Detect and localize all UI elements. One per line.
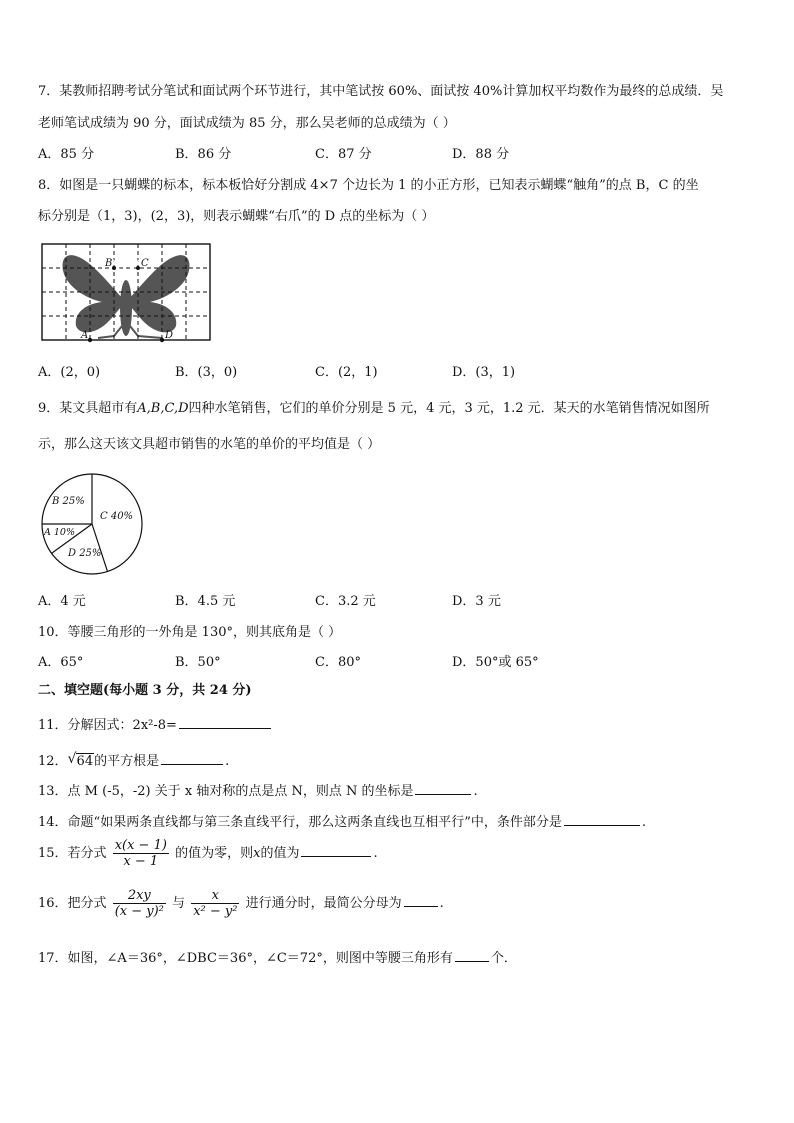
q17-end: 个． — [490, 951, 517, 966]
q9-line-2: 示，那么这天该文具超市销售的水笔的单价的平均值是（ ） — [38, 437, 381, 452]
q15-prefix: 15．若分式 — [38, 846, 107, 861]
q9-suffix: 四种水笔销售，它们的单价分别是 5 元，4 元，3 元，1.2 元．某天的水笔销售情况如图所 — [188, 401, 710, 416]
q14-answer-blank[interactable] — [564, 811, 640, 826]
q15-middle: 的值为零，则 — [175, 846, 254, 861]
q9-vars: A,B,C,D — [137, 401, 189, 416]
q16-line — [38, 888, 444, 928]
q12-prefix: 12． — [38, 754, 68, 769]
q8-option-c: C．(2，1) — [315, 365, 378, 380]
q12-answer-blank[interactable] — [161, 750, 223, 765]
pie-chart-figure — [38, 468, 148, 580]
q13-text: 13．点 M (-5，-2) 关于 x 轴对称的点是点 N，则点 N 的坐标是 — [38, 784, 414, 799]
sqrt-icon: √ — [67, 751, 77, 767]
point-d — [160, 338, 164, 342]
q17-text: 17．如图，∠A＝36°，∠DBC＝36°，∠C＝72°，则图中等腰三角形有 — [38, 951, 453, 966]
q16-denominator-2: x² − y² — [193, 904, 238, 919]
q10-option-a: A．65° — [38, 655, 84, 670]
q12-sqrt — [68, 753, 95, 771]
q7-line-1: 7．某教师招聘考试分笔试和面试两个环节进行，其中笔试按 60%、面试按 40%计算加权平均数作为最终的总成绩．吴 — [38, 84, 724, 99]
q7-option-b: B．86 分 — [175, 147, 232, 162]
q10-option-c: C．80° — [315, 655, 361, 670]
q10-options — [38, 654, 758, 672]
q8-line-2: 标分别是（1，3)，(2，3)，则表示蝴蝶“右爪”的 D 点的坐标为（ ） — [38, 209, 435, 224]
q16-numerator-2: x — [191, 888, 239, 904]
q16-fraction-2 — [191, 888, 239, 919]
q8-options — [38, 364, 758, 382]
section-2-title: 二、填空题(每小题 3 分，共 24 分) — [38, 683, 252, 698]
pie-label-a: A 10% — [44, 527, 75, 538]
q13-answer-blank[interactable] — [415, 780, 471, 795]
q7-option-c: C．87 分 — [315, 147, 372, 162]
q9-line-1 — [38, 400, 710, 418]
q9-options — [38, 593, 758, 611]
q12-end: . — [225, 754, 230, 769]
q10-line-1: 10．等腰三角形的一外角是 130°，则其底角是（ ） — [38, 625, 342, 640]
q15-denominator: x − 1 — [123, 854, 159, 869]
q15-numerator: x(x − 1) — [114, 838, 167, 853]
q9-option-b: B．4.5 元 — [175, 594, 236, 609]
q15-end: . — [373, 846, 378, 861]
q12-radicand: 64 — [76, 754, 94, 769]
pie-label-b: B 25% — [52, 496, 85, 507]
q11-line — [38, 714, 273, 735]
q11-answer-blank[interactable] — [179, 714, 271, 729]
q8-option-d: D．(3，1) — [452, 365, 516, 380]
point-b — [112, 266, 116, 270]
q16-suffix: 进行通分时，最简公分母为 — [245, 896, 402, 911]
q8-option-a: A．(2，0) — [38, 365, 101, 380]
q16-fraction-1 — [113, 888, 166, 919]
q16-denominator-1: (x − y)² — [114, 904, 164, 919]
q12-suffix: 的平方根是 — [94, 754, 160, 769]
q9-option-c: C．3.2 元 — [315, 594, 376, 609]
q16-mid: 与 — [172, 896, 186, 911]
q15-answer-blank[interactable] — [301, 842, 371, 857]
q14-end: . — [641, 815, 646, 830]
q17-answer-blank[interactable] — [455, 947, 489, 962]
q14-line — [38, 811, 646, 832]
q16-prefix: 16．把分式 — [38, 896, 107, 911]
q10-option-b: B．50° — [175, 655, 221, 670]
q11-text: 11．分解因式：2x²-8= — [38, 718, 177, 733]
q17-line — [38, 947, 517, 968]
pie-label-c: C 40% — [100, 511, 134, 522]
q15-fraction — [113, 838, 169, 869]
q15-line — [38, 838, 378, 874]
q9-prefix: 9．某文具超市有 — [38, 401, 138, 416]
q7-option-d: D．88 分 — [452, 147, 510, 162]
q16-end: . — [439, 896, 444, 911]
butterfly-grid-figure — [38, 240, 218, 346]
q15-var: x — [253, 846, 261, 861]
q12-line — [38, 750, 229, 771]
q7-line-2: 老师笔试成绩为 90 分，面试成绩为 85 分，那么吴老师的总成绩为（ ） — [38, 116, 456, 131]
q16-answer-blank[interactable] — [404, 892, 438, 907]
q9-option-a: A．4 元 — [38, 594, 86, 609]
point-a — [88, 338, 92, 342]
q8-option-b: B．(3，0) — [175, 365, 238, 380]
q15-suffix: 的值为 — [260, 846, 300, 861]
q14-text: 14．命题“如果两条直线都与第三条直线平行，那么这两条直线也互相平行”中，条件部分是 — [38, 815, 562, 830]
q13-line — [38, 780, 478, 801]
pie-label-d: D 25% — [68, 548, 102, 559]
point-c — [136, 266, 140, 270]
q9-option-d: D．3 元 — [452, 594, 501, 609]
q13-end: . — [473, 784, 478, 799]
label-c: C — [141, 258, 149, 269]
q7-options — [38, 146, 758, 164]
q16-numerator-1: 2xy — [113, 888, 166, 904]
label-b: B — [105, 258, 113, 269]
q7-option-a: A．85 分 — [38, 147, 95, 162]
q8-line-1: 8．如图是一只蝴蝶的标本，标本板恰好分割成 4×7 个边长为 1 的小正方形，已知表示蝴蝶“触角”的点 B，C 的坐 — [38, 178, 699, 193]
label-d: D — [165, 330, 174, 341]
q10-option-d: D．50°或 65° — [452, 655, 539, 670]
label-a: A — [81, 330, 89, 341]
